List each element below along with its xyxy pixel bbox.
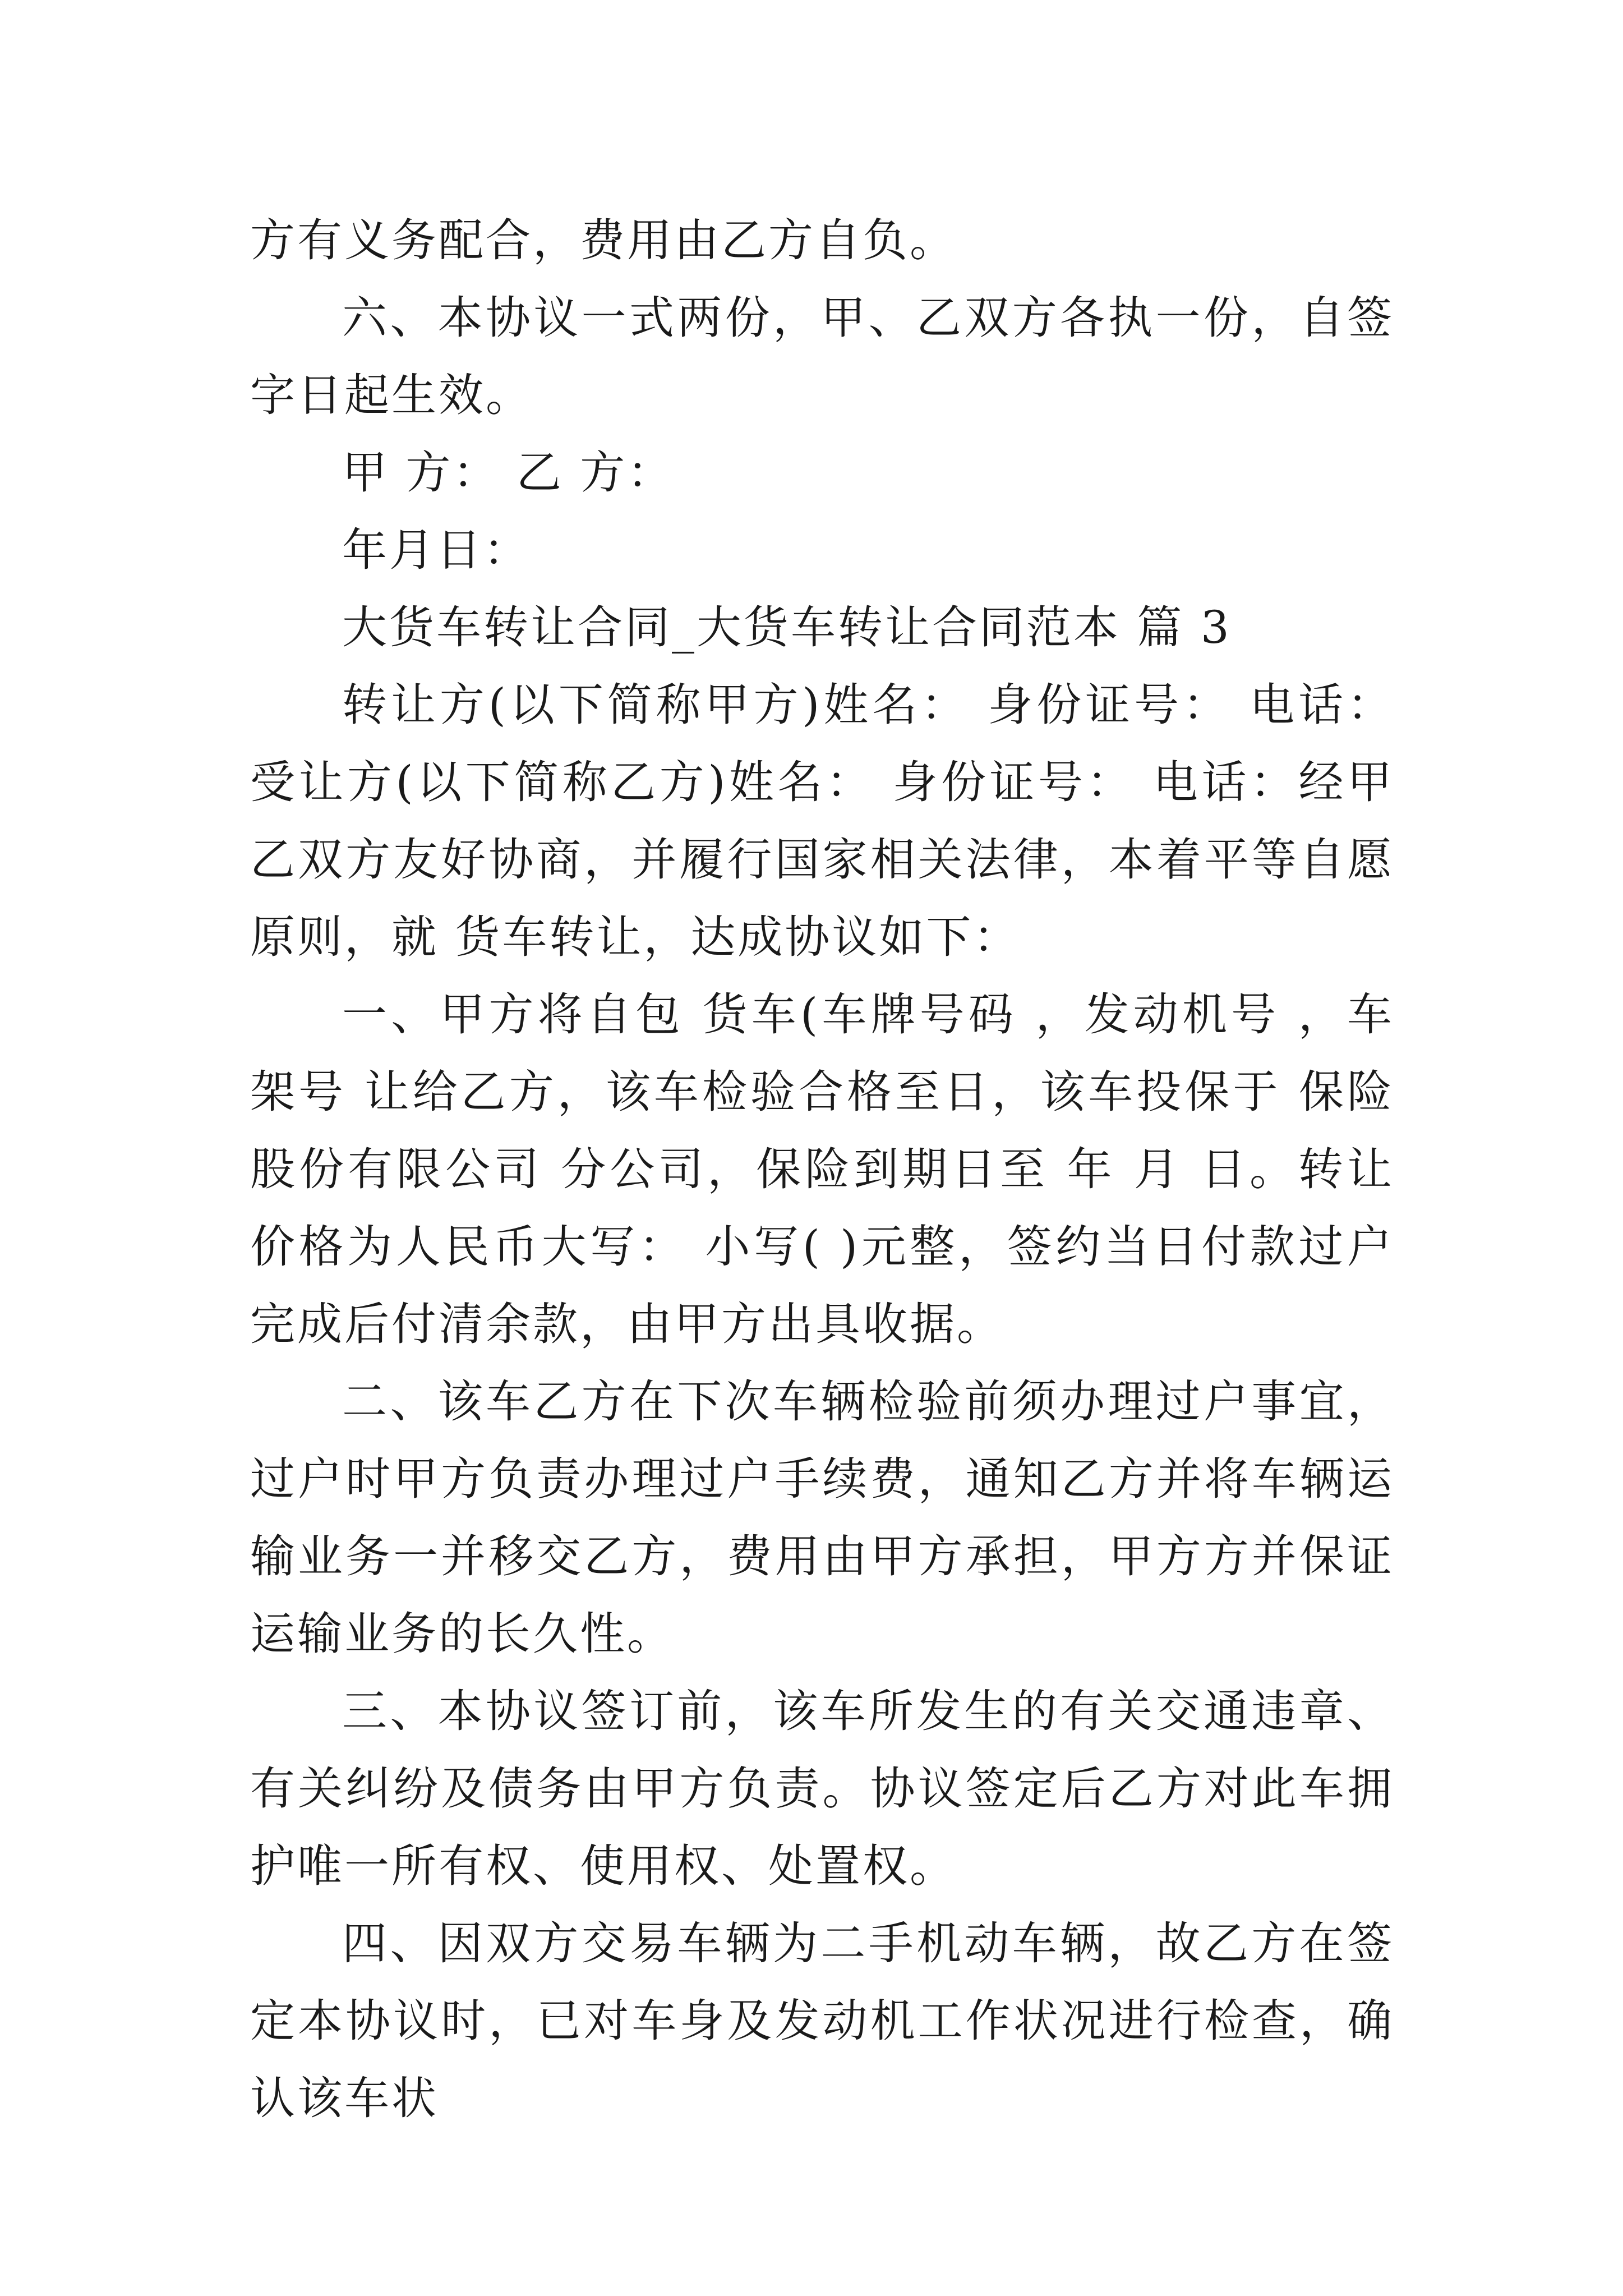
paragraph-clause-four: 四、因双方交易车辆为二手机动车辆，故乙方在签定本协议时，已对车身及发动机工作状况进行检查，确认该车状: [250, 1917, 1394, 2124]
paragraph-signatures: 甲 方： 乙 方：: [342, 447, 675, 499]
paragraph-parties: 转让方(以下简称甲方)姓名： 身份证号： 电话：受让方(以下简称乙方)姓名： 身份证号： 电话：经甲乙双方友好协商，并履行国家相关法律，本着平等自愿原则，就 货车转让，达成协议如下：: [250, 679, 1394, 963]
paragraph-date: 年月日：: [342, 524, 531, 576]
paragraph-clause-one: 一、甲方将自包 货车(车牌号码 ，发动机号 ，车架号 让给乙方，该车检验合格至日，该车投保于 保险股份有限公司 分公司，保险到期日至 年 月 日。转让价格为人民币大写： 小写( )元整，签约当日付款过户完成后付清余款，由甲方出具收据。: [250, 988, 1394, 1350]
paragraph-continuation: 方有义务配合，费用由乙方自负。: [250, 214, 957, 266]
paragraph-clause-six: 六、本协议一式两份，甲、乙双方各执一份，自签字日起生效。: [250, 292, 1394, 421]
document-body: [250, 202, 1394, 2137]
paragraph-clause-three: 三、本协议签订前，该车所发生的有关交通违章、有关纠纷及债务由甲方负责。协议签定后乙方对此车拥护唯一所有权、使用权、处置权。: [250, 1685, 1394, 1892]
paragraph-clause-two: 二、该车乙方在下次车辆检验前须办理过户事宜，过户时甲方负责办理过户手续费，通知乙方并将车辆运输业务一并移交乙方，费用由甲方承担，甲方方并保证运输业务的长久性。: [250, 1375, 1394, 1660]
section-heading: 大货车转让合同_大货车转让合同范本 篇 3: [342, 601, 1232, 654]
